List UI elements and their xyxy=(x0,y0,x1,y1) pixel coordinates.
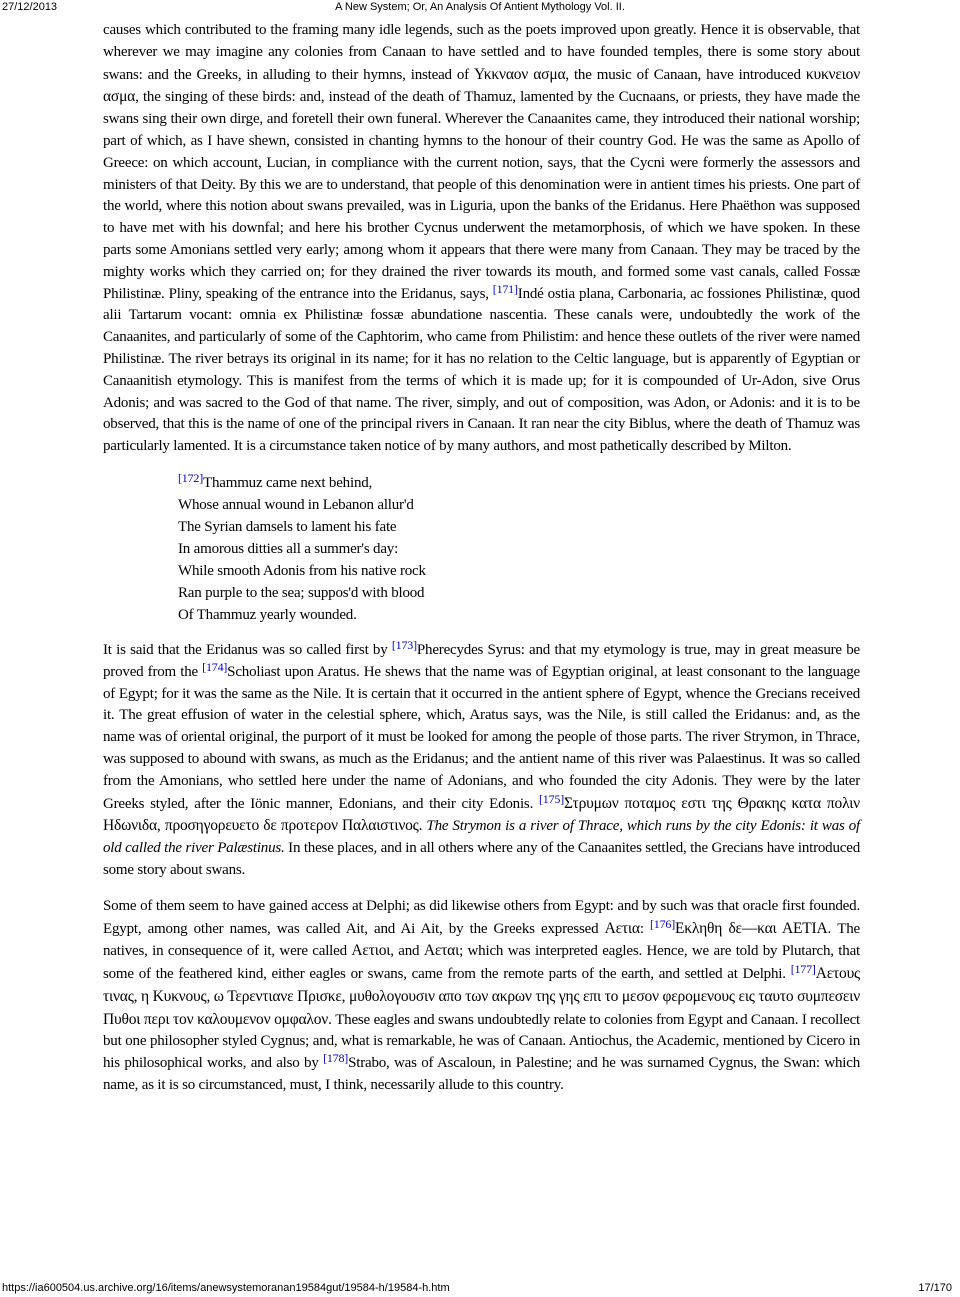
text-run: . The natives, in consequence of it, were called xyxy=(103,920,860,960)
greek-text: Στρυμων ποταμος εστι της Θρακης κατα πολιν Ηδωνιδα, προσηγορευετο δε προτερον Παλαιστινος. xyxy=(103,794,860,835)
text-run: ; which was interpreted eagles. Hence, we are told by Plutarch, that some of the feathered kind, either eagles or swans, came from the remote parts of the earth, and settled at Delphi. xyxy=(103,943,860,983)
greek-text: Αετους τινας, η Κυκνους, ω Τερεντιανε Πρισκε, μυθολογουσιν απο των ακρων της γης επι το μεσον φερομενους εις ταυτο συμπεσειν Πυθοι περι τον καλουμενον ομφαλον xyxy=(103,965,860,1028)
text-run: Pherecydes Syrus: and that my etymology is true, may in great measure be proved from the xyxy=(103,641,860,680)
greek-text: Υκκναον ασμα xyxy=(474,65,566,83)
poem-line: The Syrian damsels to lament his fate xyxy=(178,518,397,535)
text-run: Some of them seem to have gained access at Delphi; as did likewise others from Egypt: and by such was that oracle first founded. Egypt, among other names, was called Ait, and Ai Ait, by the Greeks expressed xyxy=(103,897,860,937)
text-run: Indé ostia plana, Carbonaria, ac fossiones Philistinæ, quod alii Tartarum vocant: omnia ex Philistinæ fossæ abundatione nascentia. These canals were, undoubtedly the work of the Canaanites, and particularly of some of the Caphtorim, who came from Philistim: and hence these outlets of the river were named Philistinæ. The river betrays its original in its name; for it has no relation to the Celtic language, but is apparently of Egyptian or Canaanitish etymology. This is manifest from the terms of which it is made up; for it is compounded of Ur-Adon, sive Orus Adonis; and was sacred to the God of that name. The river, simply, and out of composition, was Adon, or Adonis: and it is to be observed, that this is the name of one of the principal rivers in Canaan. It ran near the city Biblus, where the death of Thamuz was particularly lamented. It is a circumstance taken notice of by many authors, and most pathetically described by Milton. xyxy=(103,285,860,455)
greek-text: Αετιοι xyxy=(351,942,391,960)
page-header xyxy=(0,0,960,14)
footnote-link-171[interactable]: [171] xyxy=(492,281,518,296)
poem-line xyxy=(178,472,860,494)
text-run: , the music of Canaan, have introduced xyxy=(565,66,806,83)
footer-page-number: 17/170 xyxy=(918,1282,952,1294)
greek-text: Αεται xyxy=(423,942,460,960)
paragraph-swans-canaan xyxy=(103,20,860,458)
italic-translation: The Strymon is a river of Thrace, which runs by the city Edonis: it was of old called the river Palæstinus. xyxy=(103,818,861,857)
text-run: Scholiast upon Aratus. He shews that the name was of Egyptian original, at least consonant to the language of Egypt; for it was the same as the Nile. It is certain that it occurred in the antient sphere of Egypt, whence the Grecians received it. The great effusion of water in the celestial sphere, which, Aratus says, was the Nile, is still called the Eridanus: and, as the name was of oriental original, the purport of it must be looked for among the people of those parts. The river Strymon, in Thrace, was supposed to abound with swans, as much as the Eridanus; and the antient name of this river was Palaestinus. It was so called from the Amonians, who settled here under the name of Adonians, and who founded the city Adonis. They were by the later Greeks styled, after the Iönic manner, Edonians, and their city Edonis. xyxy=(103,663,860,812)
poem-block xyxy=(178,472,860,626)
text-run: . These eagles and swans undoubtedly relate to colonies from Egypt and Canaan. I recollect but one philosopher styled Cygnus; and, what is remarkable, he was of Canaan. Antiochus, the Academic, mentioned by Cicero in his philosophical works, and also by xyxy=(103,1011,860,1072)
header-title: A New System; Or, An Analysis Of Antient Mythology Vol. II. xyxy=(335,1,625,13)
poem-line: Ran purple to the sea; suppos'd with blood xyxy=(178,584,425,601)
text-run: Strabo, was of Ascaloun, in Palestine; and he was surnamed Cygnus, the Swan: which name, as it is so circumstanced, must, I think, necessarily allude to this country. xyxy=(103,1055,860,1094)
footnote-link-174[interactable]: [174] xyxy=(202,659,228,674)
footer-url: https://ia600504.us.archive.org/16/items/anewsystemoranan19584gut/19584-h/19584-h.htm xyxy=(2,1282,450,1294)
poem-line-text: Thammuz came next behind, xyxy=(203,474,373,491)
text-run: In these places, and in all others where any of the Canaanites settled, the Grecians have introduced some story about swans. xyxy=(103,840,860,878)
text-run: It is said that the Eridanus was so called first by xyxy=(103,641,392,658)
paragraph-eridanus xyxy=(103,637,861,882)
footnote-link-177[interactable]: [177] xyxy=(790,962,816,977)
footnote-link-173[interactable]: [173] xyxy=(391,637,417,652)
footnote-link-172[interactable]: [172] xyxy=(178,470,203,485)
paragraph-delphi xyxy=(103,896,860,1097)
greek-text: κυκνειον ασμα xyxy=(103,65,861,106)
document-body xyxy=(103,20,860,1111)
poem-line: While smooth Adonis from his native rock xyxy=(178,562,426,579)
greek-text: Αετια xyxy=(604,919,640,937)
footnote-link-178[interactable]: [178] xyxy=(323,1051,349,1066)
poem-line: In amorous ditties all a summer's day: xyxy=(178,540,399,557)
header-date: 27/12/2013 xyxy=(2,1,58,13)
footnote-link-175[interactable]: [175] xyxy=(539,791,565,806)
page-footer xyxy=(0,1281,960,1295)
poem-line: Whose annual wound in Lebanon allur'd xyxy=(178,496,414,513)
poem-line: Of Thammuz yearly wounded. xyxy=(178,606,357,623)
text-run: , and xyxy=(390,943,424,960)
text-run: , the singing of these birds: and, instead of the death of Thamuz, lamented by the Cucnaans, or priests, they have made the swans sing their own dirge, and foretell their own funeral. Wherever the Canaanites came, they introduced their national worship; part of which, as I have shewn, consisted in chanting hymns to the honour of their country God. He was the same as Apollo of Greece: on which account, Lucian, in compliance with the current notion, says, that the Cycni were formerly the assessors and ministers of that Deity. By this we are to understand, that people of this denomination were in antient times his priests. One part of the world, where this notion about swans prevailed, was in Liguria, upon the banks of the Eridanus. Here Phaëthon was supposed to have met with his downfal; and here his brother Cycnus underwent the metamorphosis, of which we have spoken. In these parts some Amonians settled very early; among whom it appears that there were many from Canaan. They may be traced by the mighty works which they carried on; for they drained the river towards its mouth, and formed some vast canals, called Fossæ Philistinæ. Pliny, speaking of the entrance into the Eridanus, says, xyxy=(103,89,860,302)
footnote-link-176[interactable]: [176] xyxy=(650,916,676,931)
text-run: : xyxy=(639,920,651,937)
text-run: causes which contributed to the framing many idle legends, such as the poets improved upon greatly. Hence it is observable, that wherever we may imagine any colonies from Canaan to have settled and to have founded temples, there is some story about swans: and the Greeks, in alluding to their hymns, instead of xyxy=(103,22,860,83)
greek-text: Εκληθη δε—και ΑΕΤΙΑ xyxy=(675,919,828,937)
